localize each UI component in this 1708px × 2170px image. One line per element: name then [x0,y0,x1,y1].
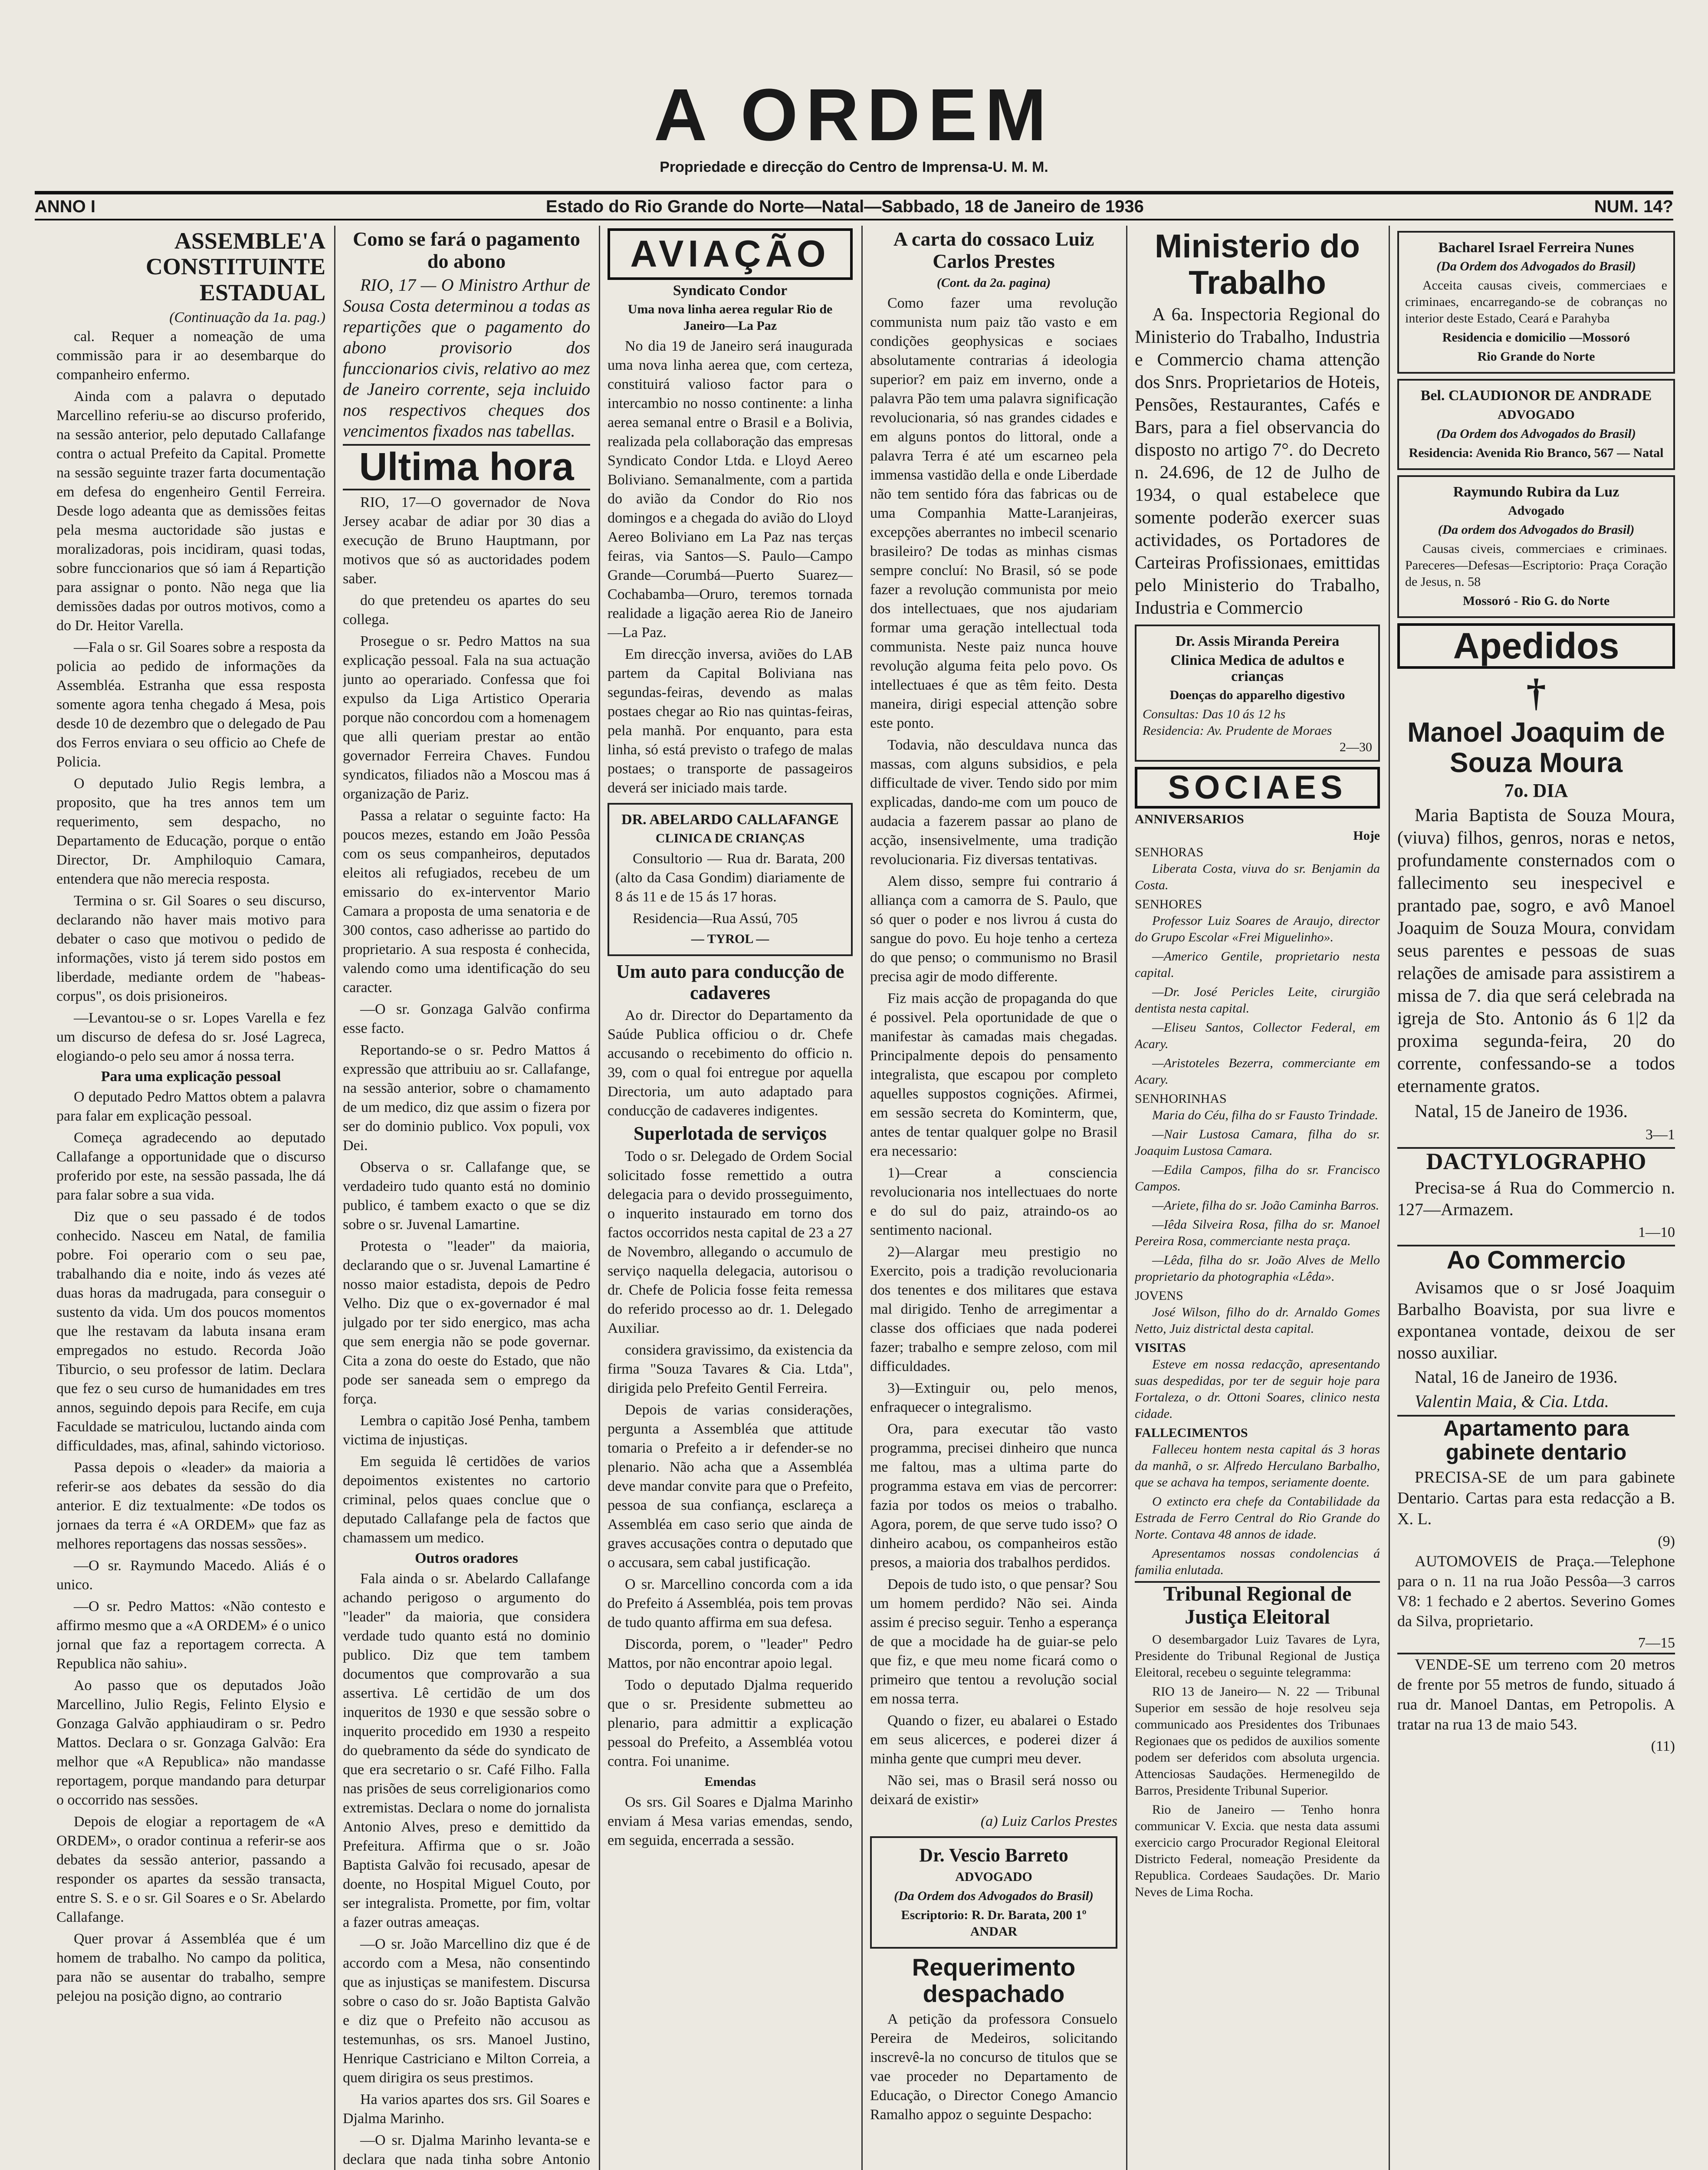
paragraph: Observa o sr. Callafange que, se verdadeiro tudo quanto está no dominio publico, é tambem exacto o que se diz sobre o sr. Juvenal Lamartine. [343,1159,590,1233]
article-title: Como se fará o pagamento do abono [353,228,580,272]
article-title: Um auto para conducção de cadaveres [616,961,844,1003]
paragraph: —Iêda Silveira Rosa, filha do sr. Manoel Pereira Rosa, commerciante nesta praça. [1135,1217,1380,1248]
article-title: Ministerio do Trabalho [1155,228,1360,301]
article-title: Ao Commercio [1397,1245,1675,1274]
article-title: DACTYLOGRAPHO [1397,1147,1675,1174]
paragraph: Todavia, não desculdava nunca das massas, com alguns subsidios, e pela difficultade de viver. Tendo sido por mim explicadas, dando-me com um pouco de audacia a fazerem passar ao plano de acção, insensivelmente, uma tradição revolucionaria. Fiz diversas tentativas. [870,737,1117,868]
signature: Valentin Maia, & Cia. Ltda. [1415,1391,1609,1411]
ad-text: Acceita causas civeis, commerciaes e criminaes, encarregando-se de cobranças no interior deste Estado, Ceará e Parahyba [1405,278,1667,326]
paragraph: —Dr. José Pericles Leite, cirurgião dentista nesta capital. [1135,984,1380,1016]
paragraph: O deputado Pedro Mattos obtem a palavra para falar em explicação pessoal. [56,1088,325,1124]
paragraph: Ao passo que os deputados João Marcellino, Julio Regis, Felinto Elysio e Gonzaga Galvão apphiaudiram o sr. Pedro Mattos. Declara o sr. Gonzaga Galvão: Era melhor que «A Republica» não mandasse reportagem, porque mandando para deturpar o occorrido nas sessões. [56,1677,325,1808]
paragraph: Protesta o "leader" da maioria, declarando que o sr. Juvenal Lamartine é nosso maior estadista, depois de Pedro Velho. Diz que o ex-governador é mal julgado por ter sido energico, mas acha que sem energia não se pode governar. Cita a zona do oeste do Estado, que não pode ser saneada sem o emprego da força. [343,1238,590,1407]
paragraph: A petição da professora Consuelo Pereira de Medeiros, solicitando inscrevê-la no concurso de titulos que se vae proceder no Departamento de Educação, o Director Conego Amancio Ramalho appoz o seguinte Despacho: [870,2011,1117,2123]
ad-text: (Da ordem dos Advogados do Brasil) [1438,523,1635,537]
paragraph: —O sr. João Marcellino diz que é de accordo com a Mesa, não consentindo que as injustiças se manifestem. Discursa sobre o caso do sr. João Baptista Galvão e diz que o Prefeito não accusou as testemunhas, os srs. Manoel Justino, Henrique Castriciano e Milton Correia, a quem dirigira os seus prestimos. [343,1936,590,2086]
ultima-hora-title: Ultima hora [343,444,590,490]
paragraph: Ha varios apartes dos srs. Gil Soares e Djalma Marinho. [343,2091,590,2127]
paragraph: Todo o deputado Djalma requerido que o sr. Presidente submetteu ao plenario, para admittir a explicação pessoal do Prefeito, a Assembléa votou contra. Foi unanime. [608,1677,853,1769]
paragraph: Ora, para executar tão vasto programma, precisei dinheiro que nunca me faltou, mas a ultima parte do programma estava em vias de percorrer: fazia por todos os meios o trabalho. Agora, porem, de que serve tudo isso? O dinheiro acabou, os companheiros estão presos, a maioria dos trabalhos perdidos. [870,1421,1117,1571]
paragraph: Alem disso, sempre fui contrario á alliança com a camorra de S. Paulo, que só quer o poder e nos livrou á custa do sangue do povo. Eu hoje tenho a certeza do que penso; o communismo no Brasil precisa agir de modo differente. [870,873,1117,985]
paragraph: O deputado Julio Regis lembra, a proposito, que ha tres annos tem um requerimento, sem despacho, no Departamento de Educação, porque o então Director, Dr. Amphiloquio Camara, entendera que não merecia resposta. [56,776,325,888]
ad-text: (Da Ordem dos Advogados do Brasil) [894,1888,1094,1903]
ad-andrade [1397,379,1675,470]
ad-subtitle: ADVOGADO [1498,407,1575,422]
paragraph: O extincto era chefe da Contabilidade da Estrada de Ferro Central do Rio Grande do Norte. Contava 48 annos de idade. [1135,1494,1380,1542]
paragraph: 1)—Crear a consciencia revolucionaria nos intellectuaes do norte e do sul do paiz, atraindo-os ao sentimento nacional. [870,1165,1117,1239]
column-rule [1389,226,1390,2170]
article-title: Requerimento despachado [912,1953,1076,2008]
paragraph: Depois de varias considerações, pergunta a Assembléa que attitude tomaria o Prefeito a ir defender-se no plenario. Não acha que a Assembléa deve mandar convite para que o Prefeito, pessoa de sua confiança, esclareça a Assembléa em caso serio que ainda de graves accusações contra o deputado que o accusara, sem cabal justificação. [608,1401,853,1571]
subheading: Hoje [1353,828,1380,843]
paragraph: Não sei, mas o Brasil será nosso ou deixará de existir» [870,1772,1117,1808]
paragraph: Os srs. Gil Soares e Djalma Marinho enviam á Mesa varias emendas, sendo, em seguida, encerrada a sessão. [608,1794,853,1848]
subheading: JOVENS [1135,1288,1183,1303]
paragraph: Esteve em nossa redacção, apresentando suas despedidas, por ter de seguir hoje para Fortaleza, o dr. Ottoni Soares, clinico nesta cidade. [1135,1357,1380,1421]
subheading: VISITAS [1135,1340,1186,1355]
paragraph: RIO, 17 — O Ministro Arthur de Sousa Costa determinou a todas as repartições que o pagamento do abono provisorio dos funccionarios civis, relativo ao mez de Janeiro corrente, seja incluido nos respectivos cheques dos vencimentos fixados nas tabellas. [343,275,590,441]
paragraph: RIO, 17—O governador de Nova Jersey acabar de adiar por 30 dias a execução de Bruno Hauptmann, por motivos que só as auctoridades podem saber. [343,494,590,587]
obituary-name: Manoel Joaquim de Souza Moura [1407,716,1665,778]
column-aviacao [608,226,853,2170]
ad-text: Residencia e domicilio —Mossoró [1442,330,1630,345]
column-rule [599,226,600,2170]
paragraph: Natal, 16 de Janeiro de 1936. [1415,1367,1618,1387]
column-prestes [870,226,1117,2170]
ad-number: 3—1 [1646,1126,1675,1143]
paragraph: —Fala o sr. Gil Soares sobre a resposta da policia ao pedido de informações da Assembléa. Estranha que essa resposta somente agora tenha chegado á Mesa, pois desde 10 de dezembro que o delegado de Pau dos Ferros enviara o seu officio ao Chefe de Policia. [56,639,325,770]
article-title: Superlotada de serviços [634,1123,827,1144]
issue-number: NUM. 14? [1594,197,1673,216]
paragraph: José Wilson, filho do dr. Arnaldo Gomes Netto, Juiz districtal desta capital. [1135,1305,1380,1336]
paragraph: 3)—Extinguir ou, pelo menos, enfraquecer o integralismo. [870,1380,1117,1416]
paragraph: —Levantou-se o sr. Lopes Varella e fez um discurso de defesa do sr. José Lagreca, elogiando-o pelo seu amor á nossa terra. [56,1010,325,1065]
paragraph: —O sr. Raymundo Macedo. Aliás é o unico. [56,1557,325,1593]
ad-subtitle: Advogado [1508,503,1565,518]
paragraph: —O sr. Gonzaga Galvão confirma esse facto. [343,1001,590,1037]
column-rule [861,226,863,2170]
ad-number: 7—15 [1638,1634,1675,1651]
paragraph: Liberata Costa, viuva do sr. Benjamin da Costa. [1135,861,1380,892]
paragraph: Termina o sr. Gil Soares o seu discurso, declarando não haver mais motivo para debater o caso que motivou o pedido de informações, visto já terem sido postos em liberdade, mediante ordem de "habeas-corpus", os dois prisioneiros. [56,893,325,1005]
ad-barreto [870,1836,1117,1948]
dateline-text: Estado do Rio Grande do Norte—Natal—Sabbado, 18 de Janeiro de 1936 [545,197,1144,216]
ad-text: Consultas: Das 10 ás 12 hs [1143,707,1286,722]
paragraph: Começa agradecendo ao deputado Callafange a opportunidade que o discurso proferido por este, na sessão passada, lhe dá para falar sobre a sua vida. [56,1129,325,1203]
continuation-note: (Continuação da 1a. pag.) [169,309,325,326]
column-anuncios [1397,226,1675,2170]
ad-text: 2—30 [1340,740,1372,755]
ad-number: 1—10 [1638,1224,1675,1241]
paragraph: Ao dr. Director do Departamento da Saúde Publica officiou o dr. Chefe accusando o recebimento do officio n. 39, com o qual foi entregue por aquella Directoria, um auto adaptado para conducção de cadaveres indigentes. [608,1007,853,1119]
paragraph: —Aristoteles Bezerra, commerciante em Acary. [1135,1055,1380,1087]
subheading: SENHORAS [1135,845,1204,859]
article-title: Apartamento para gabinete dentario [1397,1415,1675,1464]
paragraph: do que pretendeu os apartes do seu collega. [343,592,590,628]
ad-callafange [608,803,853,956]
paragraph: Maria do Céu, filha do sr Fausto Trindade. [1152,1108,1378,1122]
newspaper-title: A ORDEM [654,74,1054,156]
masthead-subtitle: Propriedade e direcção do Centro de Imprensa-U. M. M. [660,159,1048,175]
paragraph: Apresentamos nossas condolencias á familia enlutada. [1135,1546,1380,1577]
paragraph: Lembra o capitão José Penha, tambem victima de injustiças. [343,1413,590,1448]
masthead [0,74,1708,176]
paragraph: —Americo Gentile, proprietario nesta capital. [1135,949,1380,980]
paragraph: —O sr. Pedro Mattos: «Não contesto e affirmo mesmo que a «A ORDEM» é o unico jornal que faz a reportagem correcta. A Republica não sahiu». [56,1598,325,1672]
ad-text: Doenças do apparelho digestivo [1169,688,1345,703]
ad-text: Mossoró - Rio G. do Norte [1462,594,1610,608]
column-abono [343,226,590,2170]
subheading: FALLECIMENTOS [1135,1425,1248,1440]
paragraph: Diz que o seu passado é de todos conhecido. Nasceu em Natal, de familia pobre. Foi operario com o seu pae, trabalhando dia e noite, indo ás vezes até duas horas da madrugada, para conseguir o sustento da vida. Um dos poucos momentos que lhe restavam da labuta insana eram empregados no estudo. Recorda João Tiburcio, o seu professor de latim. Declara que fez o seu curso de humanidades em tres annos, seguindo depois para Recife, em cuja Faculdade se matriculou, luctando ainda com difficuldades, mas, afinal, sahindo victorioso. [56,1208,325,1454]
subheading: Uma nova linha aerea regular Rio de Janeiro—La Paz [627,302,833,333]
ad-text: (Da Ordem dos Advogados do Brasil) [1436,259,1636,274]
subheading: Outros oradores [415,1550,518,1567]
paragraph: Reportando-se o sr. Pedro Mattos á expressão que attribuiu ao sr. Callafange, na sessão anterior, sobre o chamamento de um medico, diz que assim o fizera por ser do dominio publico. Vox populi, vox Dei. [343,1042,590,1154]
paragraph: Em direcção inversa, aviões do LAB partem da Capital Boliviana nas segundas-feiras, devendo as malas postaes chegar ao Rio nas quintas-feiras, pela manhã. Por enquanto, para esta linha, só está previsto o trafego de malas postaes; o transporte de passageiros deverá ser iniciado mais tarde. [608,646,853,796]
paragraph: RIO 13 de Janeiro— N. 22 — Tribunal Superior em sessão de hoje resolveu seja communicado aos Presidentes dos Tribunaes Regionaes que os pedidos de auxilios somente podem ser deferidos com absoluta urgencia. Attenciosas Saudações. Hermenegildo de Barros, Presidente Tribunal Superior. [1135,1684,1380,1798]
ad-nunes [1397,231,1675,374]
ad-title: DR. ABELARDO CALLAFANGE [621,811,839,828]
ad-subtitle: Clinica Medica de adultos e crianças [1170,652,1344,684]
paragraph: Fiz mais acção de propaganda do que é possivel. Pela oportunidade de que o manifestar às camadas mais chegadas. Principalmente depois do pensamento integralista, que escapou por completo aquelles suppostos cognições. Afirmei, em sessão secreta do Kominterm, que, antes de tentar qualquer golpe no Brasil era necessario: [870,990,1117,1160]
paragraph: Professor Luiz Soares de Araujo, director do Grupo Escolar «Frei Miguelinho». [1135,913,1380,944]
obituary-day: 7o. DIA [1504,780,1568,802]
ad-title: Raymundo Rubira da Luz [1453,483,1619,500]
paragraph: considera gravissimo, da existencia da firma "Souza Tavares & Cia. Ltda", dirigida pelo Prefeito Gentil Ferreira. [608,1341,853,1396]
subheading: Para uma explicação pessoal [101,1069,281,1085]
paragraph: O desembargador Luiz Tavares de Lyra, Presidente do Tribunal Regional de Justiça Eleitoral, recebeu o seguinte telegramma: [1135,1632,1380,1680]
paragraph: No dia 19 de Janeiro será inaugurada uma nova linha aerea que, com certeza, constituirá valioso factor para o intercambio no nosso continente: a linha aerea semanal entre o Brasil e a Bolivia, realizada pela collaboração das empresas Syndicato Condor Ltda. e Lloyd Aereo Boliviano. Semanalmente, com a partida do avião da Condor do Rio nos domingos e a chegada do avião do Lloyd Aereo Boliviano em La Paz nas terças feiras, via Santos—S. Paulo—Campo Grande—Corumbá—Puerto Suarez—Cochabamba—Oruro, teremos tornada realidade a ligação aerea Rio de Janeiro—La Paz. [608,338,853,641]
paragraph: Maria Baptista de Souza Moura, (viuva) filhos, genros, noras e netos, profundamente consternados com o fallecimento seu inespecivel e prantado pae, sogro, e avô Manoel Joaquim de Souza Moura, convidam seus parentes e pessoas de suas relações de amisade para assistirem a missa de 7. dia que será celebrada na igreja de Sto. Antonio ás 6 1|2 da proxima segunda-feira, 20 do corrente, confessando-se a todos eternamente gratos. [1397,805,1675,1096]
paragraph: —Ariete, filha do sr. João Caminha Barros. [1152,1198,1380,1213]
paragraph: —Lêda, filha do sr. João Alves de Mello proprietario da photographia «Lêda». [1135,1253,1380,1284]
aviacao-title: AVIAÇÃO [608,228,853,280]
ad-luz [1397,475,1675,618]
ad-title: Bacharel Israel Ferreira Nunes [1438,240,1634,256]
continuation-note: (Cont. da 2a. pagina) [936,276,1051,290]
ad-title: Bel. CLAUDIONOR DE ANDRADE [1420,388,1652,404]
sociaes-title: SOCIAES [1135,767,1380,809]
ad-text: Residencia: Av. Prudente de Moraes [1143,723,1332,738]
paragraph: O sr. Marcellino concorda com a ida do Prefeito á Assembléa, pois tem provas de tudo quanto affirma em sua defesa. [608,1576,853,1631]
ad-text: (Da Ordem dos Advogados do Brasil) [1436,426,1636,441]
paragraph: Depois de tudo isto, o que pensar? Sou um homem perdido? Não sei. Ainda assim é preciso seguir. Tenho a esperança de que a mocidade ha de guiar-se pelo que fiz, e que meu nome ficará como o primeiro que tentou a revolução social em nossa terra. [870,1576,1117,1707]
paragraph: Precisa-se á Rua do Commercio n. 127—Armazem. [1397,1178,1675,1220]
paragraph: Discorda, porem, o "leader" Pedro Mattos, por não encontrar apoio legal. [608,1636,853,1671]
paragraph: Passa a relatar o seguinte facto: Ha poucos mezes, estando em João Pessôa com os seus companheiros, deputados eleitos ali refugiados, recebeu de um emissario do ex-interventor Mario Camara a proposta de uma senatoria e de 300 contos, caso adherisse ao partido do proprietario. A sua resposta é conhecida, valendo como uma identificação do seu caracter. [343,808,590,996]
paragraph: —O sr. Djalma Marinho levanta-se e declara que nada tinha sobre Antonio [343,2132,590,2167]
subheading: SENHORES [1135,897,1202,911]
ad-text: — TYROL — [691,932,769,947]
paragraph: 2)—Alargar meu prestigio no Exercito, pois a tradição revolucionaria dos tenentes e dos militares que estava mal dirigido. Tenho de arregimentar a classe dos officiaes que nada poderei fazer; trabalho e sempre zeloso, com mil difficuldades. [870,1244,1117,1375]
paragraph: —Nair Lustosa Camara, filha do sr. Joaquim Lustosa Camara. [1135,1127,1380,1158]
apedidos-title: Apedidos [1397,623,1675,668]
column-rule [334,226,335,2170]
ad-assis [1135,625,1380,762]
article-title: ASSEMBLE'A CONSTITUINTE ESTADUAL [145,228,325,306]
ad-text: Consultorio — Rua dr. Barata, 200 (alto da Casa Gondim) diariamente de 8 ás 11 e de 15 ás 17 horas. [615,851,845,905]
paragraph: Prosegue o sr. Pedro Mattos na sua explicação pessoal. Fala na sua actuação junto ao operariado. Confessa que foi expulso da Liga Artistico Operaria porque não concordou com a homenagem que alli queriam prestar ao então governador Ferreira Chaves. Fundou syndicatos, filiados não a Moscou mas á organização de Pariz. [343,633,590,802]
column-assembleia [56,226,325,2170]
ad-text: Rio Grande do Norte [1477,349,1595,364]
signature: (a) Luiz Carlos Prestes [980,1813,1117,1830]
subheading: Syndicato Condor [673,282,788,299]
paragraph: Depois de elogiar a reportagem de «A ORDEM», o orador continua a referir-se aos debates da sessão anterior, passando a responder os apartes da sessão transacta, entre S. S. e o sr. Gil Soares e o Sr. Abelardo Callafange. [56,1813,325,1925]
paragraph: AUTOMOVEIS de Praça.—Telephone para o n. 11 na rua João Pessôa—3 carros V8: 1 fechado e 2 abertos. Severino Gomes da Silva, proprietario. [1397,1552,1675,1630]
ad-subtitle: ADVOGADO [955,1869,1032,1884]
paragraph: Falleceu hontem nesta capital ás 3 horas da manhã, o sr. Alfredo Herculano Barbalho, que se achava ha tempos, seriamente doente. [1135,1442,1380,1489]
ad-text: Residencia—Rua Assú, 705 [633,911,798,927]
paragraph: Natal, 15 de Janeiro de 1936. [1415,1101,1628,1121]
paragraph: Fala ainda o sr. Abelardo Callafange achando perigoso o argumento do "leader" da maioria, que considera verdade tudo quanto está no dominio publico. Diz que tem tambem documentos que comprovarão a sua assertiva. Lê certidão de um dos inqueritos de 1930 e que sessão sobre o inquerito procedido em 1930 a respeito do quebramento da séde do syndicato de que era secretario o sr. Café Filho. Falla nas prisões de seus correligionarios como extremistas. Declara o nome do jornalista Antonio Alves, preso e demittido da Prefeitura. Affirma que o sr. João Baptista Galvão foi recusado, apesar de doente, no Hospital Miguel Couto, por ser integralista. Promette, por fim, voltar a fazer outras ameaças. [343,1570,590,1930]
subheading: Emendas [704,1774,756,1789]
paragraph: Em seguida lê certidões de varios depoimentos existentes no cartorio criminal, pelos quaes conclue que o deputado Callafange pela de factos que chamassem um medico. [343,1453,590,1546]
paragraph: Quando o fizer, eu abalarei o Estado em seus alicerces, e poderei dizer á minha gente que cumpri meu dever. [870,1713,1117,1767]
cross-icon: † [1526,671,1546,714]
paragraph: PRECISA-SE de um para gabinete Dentario. Cartas para esta redacção a B. X. L. [1397,1468,1675,1528]
article-title: A carta do cossaco Luiz Carlos Prestes [893,228,1094,272]
paragraph: Avisamos que o sr José Joaquim Barbalho Boavista, por sua livre e expontanea vontade, deixou de ser nosso auxiliar. [1397,1277,1675,1362]
dateline [35,191,1673,220]
paragraph: —Edila Campos, filha do sr. Francisco Campos. [1135,1162,1380,1194]
paragraph: VENDE-SE um terreno com 20 metros de frente por 55 metros de fundo, situado á rua dr. Manoel Dantas, em Petropolis. A tratar na rua 13 de maio 543. [1397,1653,1675,1734]
paragraph: Ainda com a palavra o deputado Marcellino referiu-se ao discurso proferido, na sessão anterior, pelo deputado Callafange contra o actual Prefeito da Capital. Promette na sessão seguinte trazer farta documentação em defesa do engenheiro Gentil Ferreira. Desde logo adeanta que as demissões feitas pela mesma auctoridade são justas e moralizadoras, pois incidiram, quasi todas, sobre funccionarios que só iam á Repartição para assignar o ponto. Não nega que lia demissões dadas por outros motivos, como a do Dr. Heitor Varella. [56,388,325,634]
article-title: Tribunal Regional de Justiça Eleitoral [1135,1581,1380,1629]
ad-text: Residencia: Avenida Rio Branco, 567 — Natal [1409,445,1664,460]
subheading: SENHORINHAS [1135,1091,1227,1106]
ad-text: Escriptorio: R. Dr. Barata, 200 1º ANDAR [901,1907,1087,1939]
paragraph: Quer provar á Assembléa que é um homem de trabalho. No campo da politica, para não se ausentar do trabalho, sempre pelejou na posição digno, ao contrario [56,1930,325,2004]
ad-text: Causas civeis, commerciaes e criminaes. Pareceres—Defesas—Escriptorio: Praça Coração de Jesus, n. 58 [1405,542,1667,589]
paragraph: —Eliseu Santos, Collector Federal, em Acary. [1135,1020,1380,1051]
ad-title: Dr. Vescio Barreto [919,1844,1068,1866]
paragraph: Como fazer uma revolução communista num paiz tão vasto e em condições geophysicas e sociaes absolutamente contrarias á ideologia superior? em paiz em inverno, onde a palavra Pão tem uma palavra significação revolucionaria, só nas grandes cidades e em alguns pontos do littoral, onde a palavra Terra é até um escarneo pela immensa vastidão della e onde Liberdade não tem sentido fóra das fabricas ou de uma Companhia Matte-Laranjeiras, excepções aberrantes no imbecil scenario brasileiro? De todas as minhas cismas sempre concluí: No Brasil, só se pode fazer a revolução communista por meio dos intellectuaes, que nos ajudariam formar uma geração intellectual toda communista. Neste paiz nunca houve revolução alguma feita pelo povo. Os intellectuaes é que as têm feito. Desta maneira, dirigi especial attenção sobre este ponto. [870,295,1117,732]
paragraph: Todo o sr. Delegado de Ordem Social solicitado fosse remettido a outra delegacia para o devido prosseguimento, o inquerito instaurado em torno dos factos occorridos nesta capital de 23 a 27 de Novembro, allegando o accumulo de serviço naquella delegacia, autorisou o dr. Chefe de Policia fosse feita remessa do referido processo ao dr. 1. Delegado Auxiliar. [608,1148,853,1336]
paragraph: Passa depois o «leader» da maioria a referir-se aos debates da sessão do dia anterior. E diz textualmente: «De todos os jornaes da terra é «A ORDEM» que faz as melhores reportagens das nossas sessões». [56,1459,325,1552]
subheading: ANNIVERSARIOS [1135,812,1244,826]
ad-title: Dr. Assis Miranda Pereira [1175,633,1340,650]
paragraph: cal. Requer a nomeação de uma commissão para ir ao desembarque do companheiro enfermo. [56,329,325,383]
paragraph: Rio de Janeiro — Tenho honra communicar V. Excia. que nesta data assumi exercicio cargo Procurador Regional Eleitoral Districto Federal, nomeação Presidente da Republica. Cordeaes Saudações. Dr. Mario Neves de Lima Rocha. [1135,1802,1380,1899]
ad-number: (9) [1658,1533,1675,1549]
ad-number: (11) [1651,1738,1675,1754]
ad-subtitle: CLINICA DE CRIANÇAS [655,831,805,846]
column-ministerio [1135,226,1380,2170]
paragraph: A 6a. Inspectoria Regional do Ministerio do Trabalho, Industria e Commercio chama attenção dos Snrs. Proprietarios de Hoteis, Pensões, Restaurantes, Cafés e Bars, para a fiel observancia do disposto no artigo 7°. do Decreto n. 24.696, de 12 de Julho de 1934, o qual estabelece que somente poderão exercer suas actividades, os Portadores de Carteiras Profissionaes, emittidas pelo Ministerio do Trabalho, Industria e Commercio [1135,305,1380,618]
anno: ANNO I [35,197,95,216]
column-rule [1126,226,1127,2170]
